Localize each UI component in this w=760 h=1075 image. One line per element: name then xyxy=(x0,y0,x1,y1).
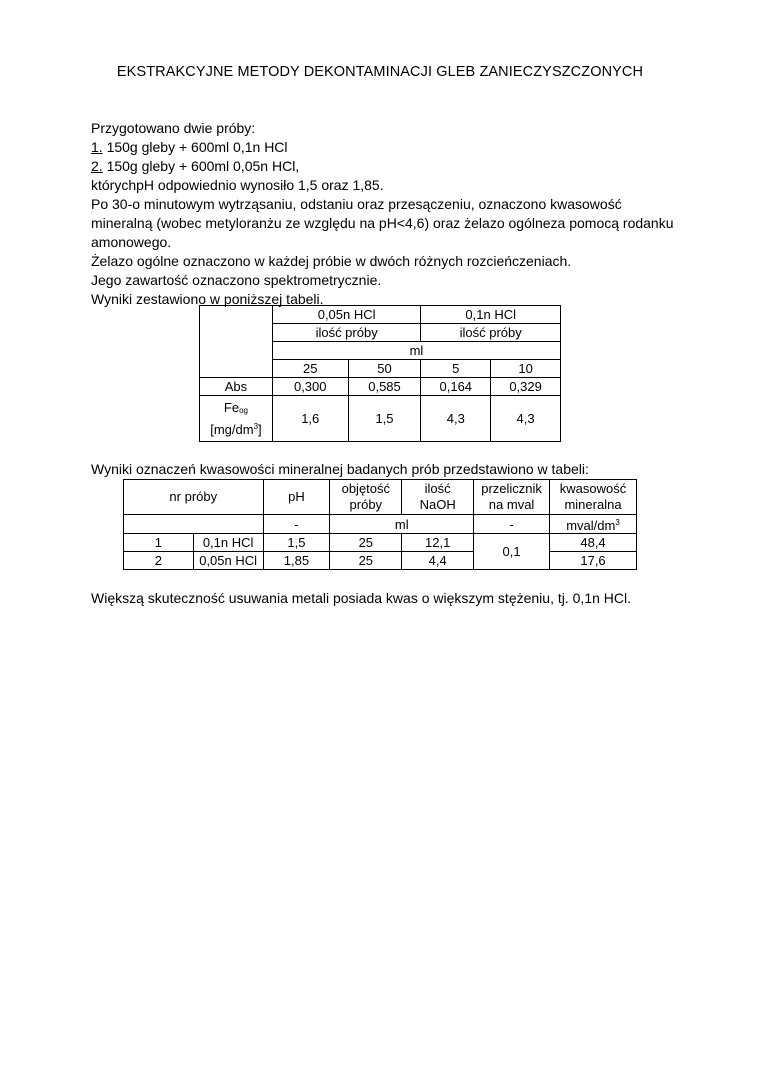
list-item xyxy=(91,138,691,157)
intro-line: amonowego. xyxy=(91,234,172,250)
table-cell: 0,1n HCl xyxy=(193,534,263,552)
table-header: nr próby xyxy=(124,480,264,515)
table-header: ilość NaOH xyxy=(402,480,474,515)
table-row xyxy=(200,378,561,396)
table-unit: mval/$dm^3$ xyxy=(550,515,637,534)
table-row xyxy=(124,534,637,552)
table-header: 0,1n HCl xyxy=(421,306,561,324)
table-header: 0,05n HCl xyxy=(272,306,421,324)
table-cell: 4,3 xyxy=(491,396,561,442)
table-cell: 1,5 xyxy=(263,534,330,552)
table-corner xyxy=(200,306,273,378)
intro-line: Przygotowano dwie próby: xyxy=(91,120,256,136)
iron-results-table xyxy=(199,305,561,442)
table-header: ilość próby xyxy=(272,324,421,342)
row-label: $Fe_{og}$ $[mg/dm^3]$ xyxy=(200,396,273,442)
table-cell: 1,85 xyxy=(263,552,330,570)
conclusion-text: Większą skuteczność usuwania metali posiada kwas o większym stężeniu, tj. 0,1n HCl. xyxy=(91,590,631,606)
table-unit: - xyxy=(263,515,330,534)
table-cell: 10 xyxy=(491,360,561,378)
page-title: EKSTRAKCYJNE METODY DEKONTAMINACJI GLEB ZANIECZYSZCZONYCH xyxy=(116,64,644,80)
table-header: kwasowość mineralna xyxy=(550,480,637,515)
table-cell: 1 xyxy=(124,534,194,552)
table-header: objętość próby xyxy=(330,480,402,515)
table-unit: ml xyxy=(330,515,474,534)
intro-line: Jego zawartość oznaczono spektrometrycznie. xyxy=(91,272,382,288)
table-cell: 1,5 xyxy=(348,396,421,442)
table-cell xyxy=(124,515,264,534)
table-unit: - xyxy=(474,515,550,534)
table-cell: 50 xyxy=(348,360,421,378)
table-cell: 1,6 xyxy=(272,396,348,442)
list-number: 2. xyxy=(91,158,103,174)
table-cell: 25 xyxy=(330,552,402,570)
list-number: 1. xyxy=(91,139,103,155)
table-cell: 5 xyxy=(421,360,491,378)
intro-line: mineralną (wobec metyloranżu ze względu na pH<4,6) oraz żelazo ogólneza pomocą rodanku xyxy=(91,215,674,231)
table-row xyxy=(124,552,637,570)
table-cell: 0,164 xyxy=(421,378,491,396)
table-cell: 0,300 xyxy=(272,378,348,396)
table-header: przelicznik na mval xyxy=(474,480,550,515)
table-cell: 12,1 xyxy=(402,534,474,552)
row-label: Abs xyxy=(200,378,273,396)
table2-intro: Wyniki oznaczeń kwasowości mineralnej badanych prób przedstawiono w tabeli: xyxy=(91,461,589,477)
table-cell: 25 xyxy=(330,534,402,552)
table-cell: 0,585 xyxy=(348,378,421,396)
intro-line: Żelazo ogólne oznaczono w każdej próbie w dwóch różnych rozcieńczeniach. xyxy=(91,253,572,269)
intro-line: Wyniki zestawiono w poniższej tabeli. xyxy=(91,291,324,307)
intro-line: Po 30-o minutowym wytrząsaniu, odstaniu oraz przesączeniu, oznaczono kwasowość xyxy=(91,196,622,212)
list-text: 150g gleby + 600ml 0,05n HCl, xyxy=(102,158,300,174)
intro-text xyxy=(91,119,691,309)
table-cell: 0,05n HCl xyxy=(193,552,263,570)
table-cell: 17,6 xyxy=(550,552,637,570)
table-header: pH xyxy=(263,480,330,515)
table-cell: 0,329 xyxy=(491,378,561,396)
table-unit: ml xyxy=(272,342,560,360)
table-cell: 4,4 xyxy=(402,552,474,570)
list-item xyxy=(91,157,691,176)
table-cell: 2 xyxy=(124,552,194,570)
table-cell: 48,4 xyxy=(550,534,637,552)
table-cell: 0,1 xyxy=(474,534,550,570)
intro-line: którychpH odpowiednio wynosiło 1,5 oraz 1,85. xyxy=(91,177,384,193)
table-cell: 4,3 xyxy=(421,396,491,442)
acidity-results-table xyxy=(123,479,637,570)
table-cell: 25 xyxy=(272,360,348,378)
list-text: 150g gleby + 600ml 0,1n HCl xyxy=(102,139,288,155)
table-row xyxy=(200,396,561,442)
table-header: ilość próby xyxy=(421,324,561,342)
